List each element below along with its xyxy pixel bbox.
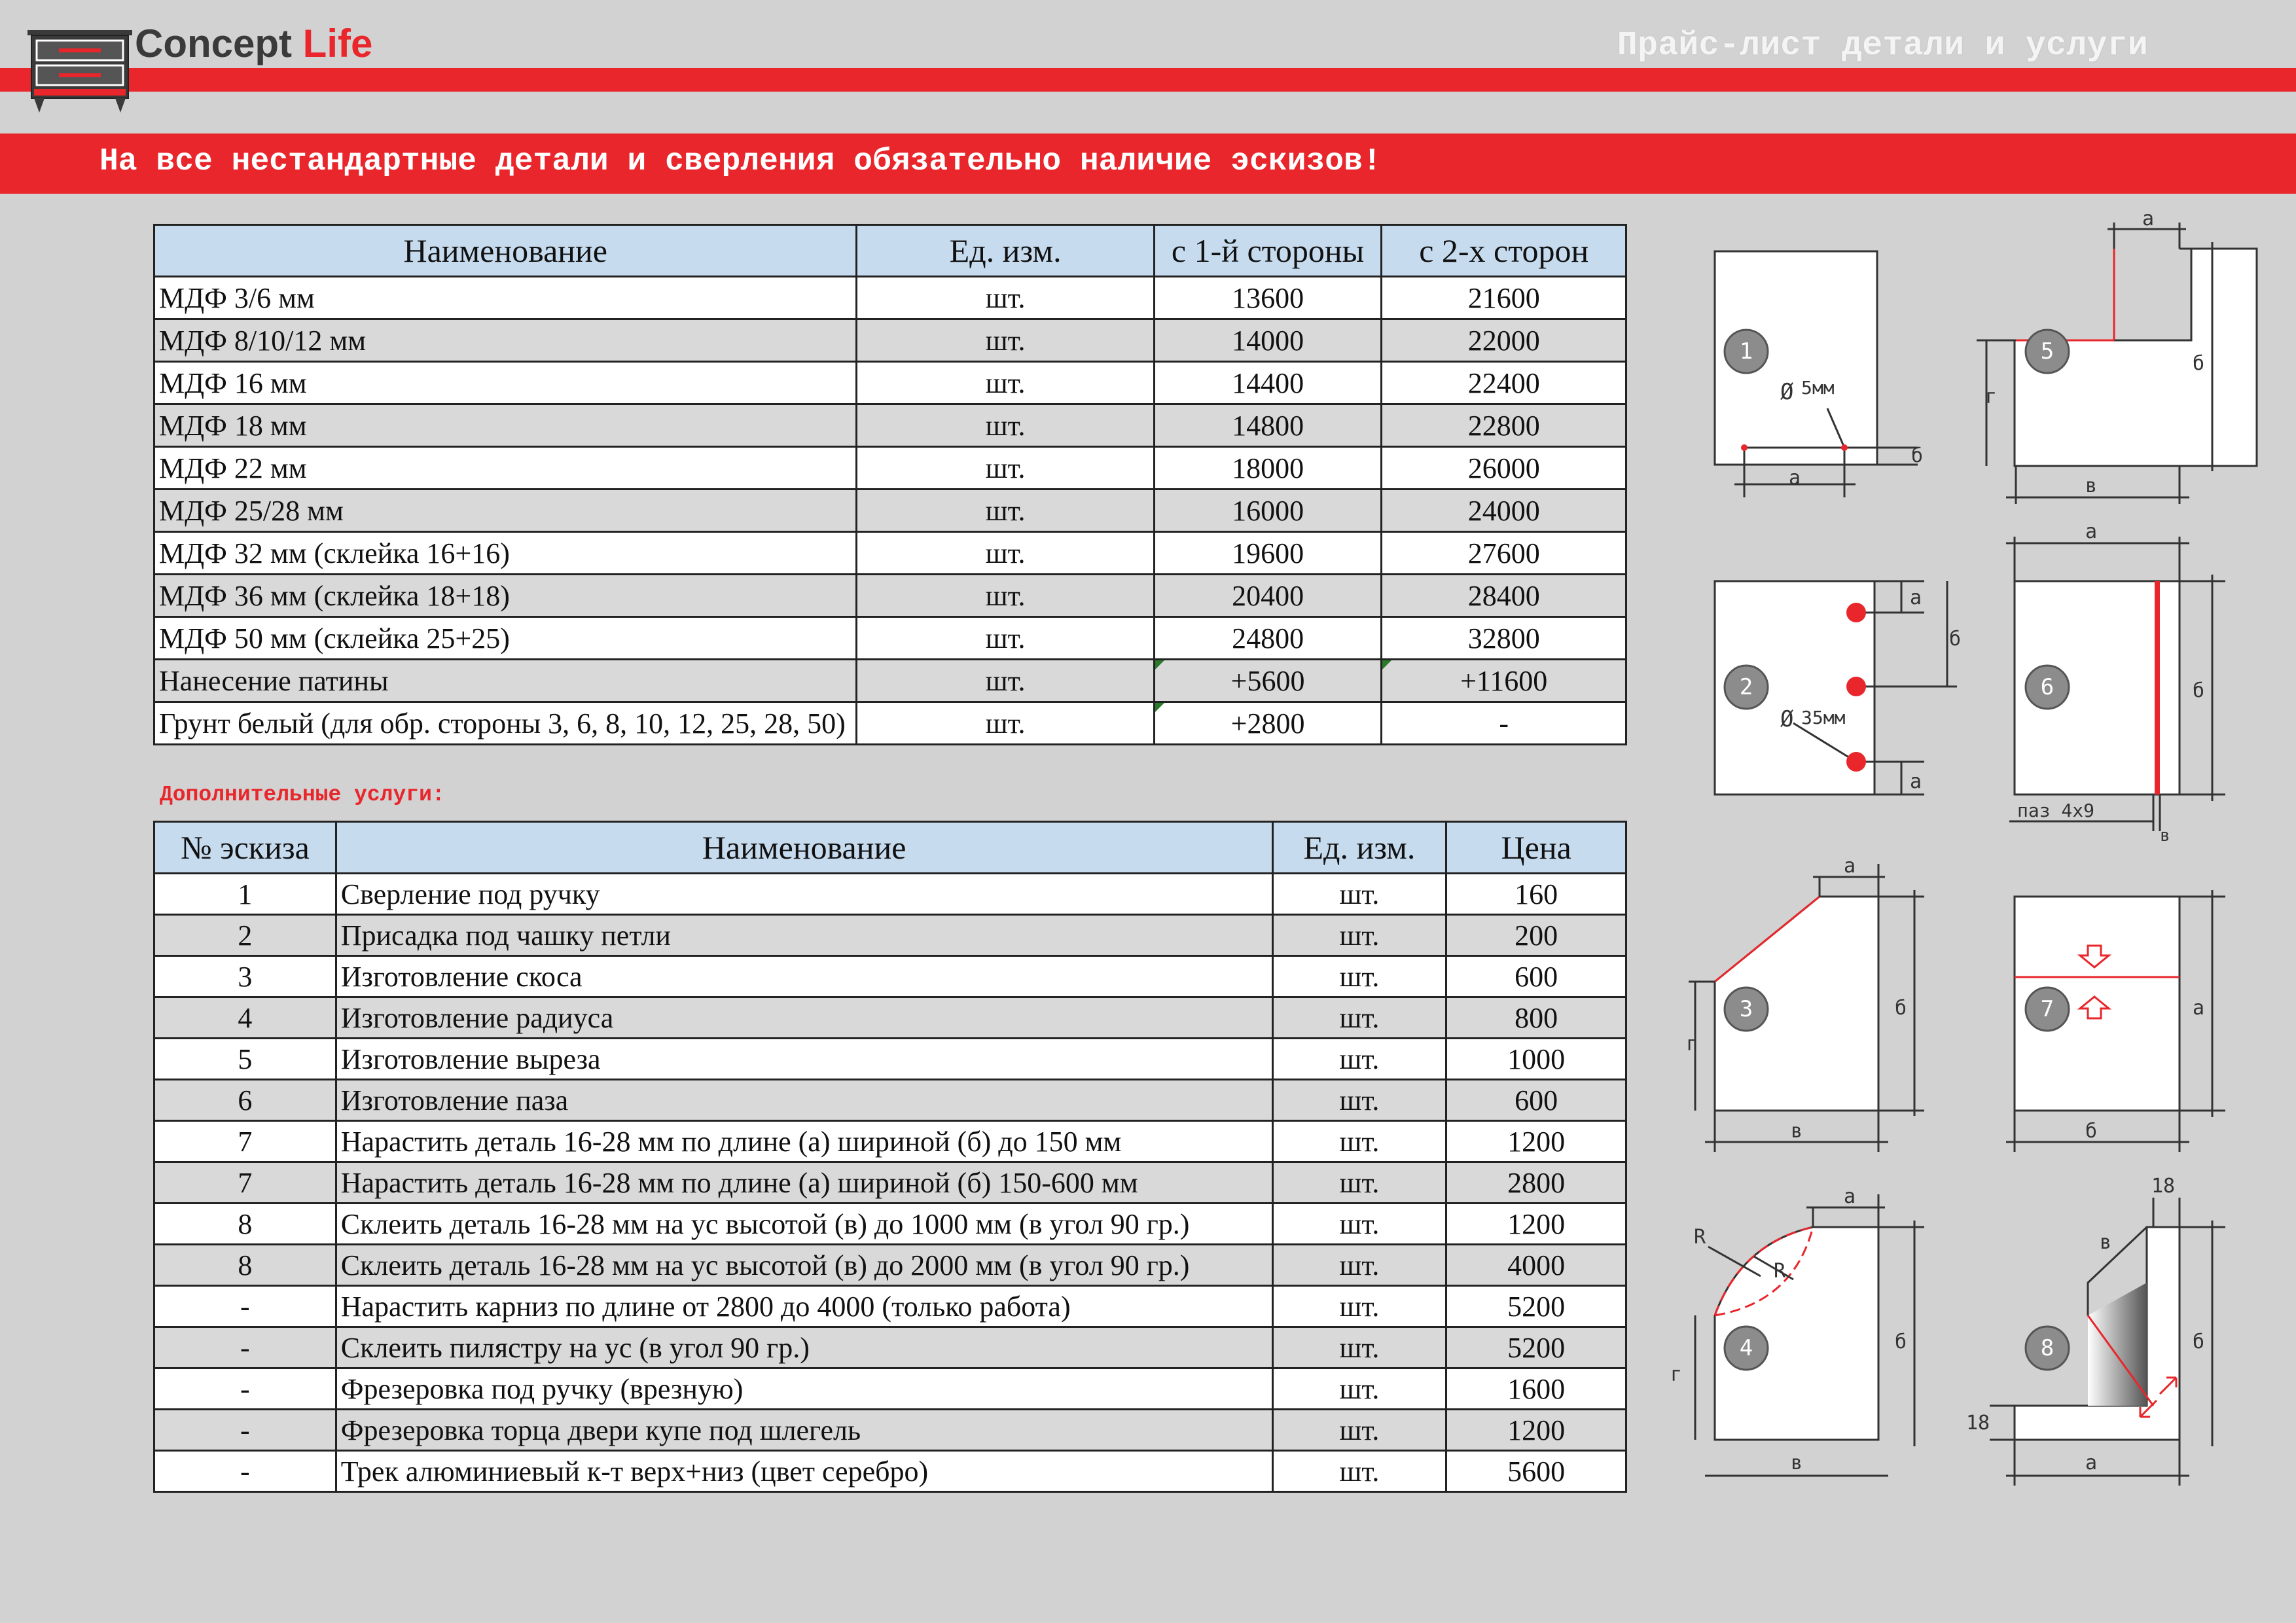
row-price: 600 — [1446, 956, 1626, 997]
row-name: МДФ 36 мм (склейка 18+18) — [154, 575, 857, 617]
row-unit: шт. — [857, 404, 1154, 447]
row-price: 5200 — [1446, 1286, 1626, 1327]
row-price: 160 — [1446, 874, 1626, 915]
sketch-4-radius — [1695, 1194, 1924, 1476]
row-one-side: 18000 — [1154, 447, 1382, 490]
row-sketch-no: - — [154, 1451, 336, 1492]
row-name: МДФ 16 мм — [154, 362, 857, 404]
dim-g: г — [1985, 385, 1998, 408]
dim-a: а — [1843, 1185, 1856, 1208]
row-two-sides: 32800 — [1382, 617, 1626, 660]
row-sketch-no: - — [154, 1368, 336, 1410]
row-unit: шт. — [857, 660, 1154, 702]
header-unit: Ед. изм. — [857, 225, 1154, 277]
dim-a: а — [2142, 207, 2155, 230]
row-unit: шт. — [857, 702, 1154, 745]
row-unit: шт. — [1272, 1080, 1446, 1121]
row-unit: шт. — [857, 490, 1154, 532]
dim-r: R — [1774, 1260, 1786, 1283]
dim-v: в — [2085, 474, 2098, 497]
row-name: Грунт белый (для обр. стороны 3, 6, 8, 10, 12, 25, 28, 50) — [154, 702, 857, 745]
row-sketch-no: - — [154, 1410, 336, 1451]
row-one-side: +2800 — [1154, 702, 1382, 745]
row-unit: шт. — [1272, 1410, 1446, 1451]
row-two-sides: 21600 — [1382, 277, 1626, 319]
row-two-sides: - — [1382, 702, 1626, 745]
header-name: Наименование — [154, 225, 857, 277]
row-unit: шт. — [1272, 874, 1446, 915]
row-price: 5200 — [1446, 1327, 1626, 1368]
size-18-left: 18 — [1966, 1412, 1990, 1435]
diameter-symbol: Ø — [1780, 706, 1794, 732]
page-title: Прайс-лист детали и услуги — [1617, 26, 2148, 65]
row-unit: шт. — [1272, 997, 1446, 1039]
sketch-6-number: 6 — [2040, 674, 2054, 700]
dim-v: в — [1790, 1452, 1803, 1474]
row-price: 600 — [1446, 1080, 1626, 1121]
row-two-sides: 22000 — [1382, 319, 1626, 362]
row-price: 1200 — [1446, 1204, 1626, 1245]
row-one-side: 20400 — [1154, 575, 1382, 617]
row-unit: шт. — [1272, 915, 1446, 956]
row-name: Присадка под чашку петли — [336, 915, 1272, 956]
row-sketch-no: - — [154, 1286, 336, 1327]
dim-a: а — [2085, 1452, 2098, 1474]
row-sketch-no: 7 — [154, 1162, 336, 1204]
header-sketch-no: № эскиза — [154, 822, 336, 874]
row-one-side: 14000 — [1154, 319, 1382, 362]
header-price: Цена — [1446, 822, 1626, 874]
row-unit: шт. — [1272, 1204, 1446, 1245]
row-unit: шт. — [857, 362, 1154, 404]
row-price: 200 — [1446, 915, 1626, 956]
dim-a: а — [2193, 997, 2205, 1020]
dim-r: R — [1694, 1226, 1706, 1249]
row-sketch-no: 2 — [154, 915, 336, 956]
row-name: Изготовление выреза — [336, 1039, 1272, 1080]
row-unit: шт. — [857, 532, 1154, 575]
dim-b: б — [1895, 997, 1907, 1020]
size-18-top: 18 — [2151, 1175, 2176, 1198]
dim-a: а — [1788, 467, 1801, 490]
row-two-sides: 24000 — [1382, 490, 1626, 532]
row-unit: шт. — [1272, 1327, 1446, 1368]
row-two-sides: 22400 — [1382, 362, 1626, 404]
row-name: Изготовление скоса — [336, 956, 1272, 997]
sketch-1-number: 1 — [1739, 338, 1753, 365]
row-sketch-no: 8 — [154, 1245, 336, 1286]
header-name: Наименование — [336, 822, 1272, 874]
row-price: 1200 — [1446, 1121, 1626, 1162]
row-one-side: 13600 — [1154, 277, 1382, 319]
row-unit: шт. — [1272, 1039, 1446, 1080]
row-name: МДФ 18 мм — [154, 404, 857, 447]
row-name: МДФ 3/6 мм — [154, 277, 857, 319]
row-name: МДФ 8/10/12 мм — [154, 319, 857, 362]
row-two-sides: 26000 — [1382, 447, 1626, 490]
row-name: Склеить деталь 16-28 мм на ус высотой (в) до 2000 мм (в угол 90 гр.) — [336, 1245, 1272, 1286]
row-sketch-no: 8 — [154, 1204, 336, 1245]
row-unit: шт. — [1272, 956, 1446, 997]
row-two-sides: +11600 — [1382, 660, 1626, 702]
row-name: Изготовление радиуса — [336, 997, 1272, 1039]
row-name: МДФ 32 мм (склейка 16+16) — [154, 532, 857, 575]
row-price: 1200 — [1446, 1410, 1626, 1451]
row-name: Нарастить карниз по длине от 2800 до 4000 (только работа) — [336, 1286, 1272, 1327]
row-name: Фрезеровка торца двери купе под шлегель — [336, 1410, 1272, 1451]
row-name: МДФ 50 мм (склейка 25+25) — [154, 617, 857, 660]
row-one-side: 16000 — [1154, 490, 1382, 532]
dim-g: г — [1670, 1363, 1683, 1386]
sketch-3-bevel — [1689, 864, 1924, 1152]
sketch-5-number: 5 — [2040, 338, 2054, 365]
sketch-8-number: 8 — [2040, 1335, 2054, 1361]
dim-a: а — [1910, 586, 1922, 609]
header-one-side: с 1-й стороны — [1154, 225, 1382, 277]
row-name: Склеить пилястру на ус (в угол 90 гр.) — [336, 1327, 1272, 1368]
notice-text: На все нестандартные детали и сверления обязательно наличие эскизов! — [99, 144, 1382, 179]
dim-v: в — [1790, 1120, 1803, 1143]
row-unit: шт. — [857, 617, 1154, 660]
dim-b: б — [2193, 1330, 2205, 1353]
brand-accent: Life — [302, 22, 373, 65]
row-unit: шт. — [1272, 1368, 1446, 1410]
row-price: 5600 — [1446, 1451, 1626, 1492]
row-name: Фрезеровка под ручку (врезную) — [336, 1368, 1272, 1410]
row-unit: шт. — [1272, 1451, 1446, 1492]
dim-b: б — [1895, 1330, 1907, 1353]
dim-b: б — [2085, 1120, 2098, 1143]
row-two-sides: 27600 — [1382, 532, 1626, 575]
row-one-side: 14800 — [1154, 404, 1382, 447]
row-name: МДФ 25/28 мм — [154, 490, 857, 532]
row-sketch-no: 6 — [154, 1080, 336, 1121]
dim-v: в — [2160, 826, 2170, 846]
row-name: Склеить деталь 16-28 мм на ус высотой (в) до 1000 мм (в угол 90 гр.) — [336, 1204, 1272, 1245]
row-sketch-no: 7 — [154, 1121, 336, 1162]
row-name: Нарастить деталь 16-28 мм по длине (а) шириной (б) 150-600 мм — [336, 1162, 1272, 1204]
dim-b: б — [2193, 352, 2205, 375]
hole-35-label: 35мм — [1801, 707, 1846, 728]
row-one-side: 24800 — [1154, 617, 1382, 660]
row-sketch-no: 5 — [154, 1039, 336, 1080]
row-sketch-no: 3 — [154, 956, 336, 997]
dim-v: в — [2100, 1231, 2112, 1254]
row-unit: шт. — [857, 277, 1154, 319]
row-price: 800 — [1446, 997, 1626, 1039]
header-unit: Ед. изм. — [1272, 822, 1446, 874]
row-unit: шт. — [857, 575, 1154, 617]
row-sketch-no: - — [154, 1327, 336, 1368]
row-two-sides: 22800 — [1382, 404, 1626, 447]
hole-5-label: 5мм — [1801, 377, 1835, 399]
row-unit: шт. — [1272, 1162, 1446, 1204]
row-name: Трек алюминиевый к-т верх+низ (цвет серебро) — [336, 1451, 1272, 1492]
groove-label: паз 4х9 — [2017, 800, 2095, 821]
sketch-7-extend — [2006, 890, 2225, 1152]
row-unit: шт. — [1272, 1286, 1446, 1327]
dim-a: а — [1910, 770, 1922, 793]
sketch-2-number: 2 — [1739, 674, 1753, 700]
row-price: 1600 — [1446, 1368, 1626, 1410]
dim-a: а — [2085, 520, 2098, 543]
row-one-side: +5600 — [1154, 660, 1382, 702]
row-unit: шт. — [857, 447, 1154, 490]
sketch-5-cutout — [1977, 223, 2257, 504]
row-name: Сверление под ручку — [336, 874, 1272, 915]
row-price: 1000 — [1446, 1039, 1626, 1080]
sketch-7-number: 7 — [2040, 996, 2054, 1022]
sketch-4-number: 4 — [1739, 1335, 1753, 1361]
row-price: 2800 — [1446, 1162, 1626, 1204]
dim-g: г — [1686, 1033, 1698, 1056]
row-name: Нанесение патины — [154, 660, 857, 702]
row-name: Изготовление паза — [336, 1080, 1272, 1121]
row-name: МДФ 22 мм — [154, 447, 857, 490]
dim-b: б — [1911, 444, 1924, 467]
row-unit: шт. — [1272, 1121, 1446, 1162]
brand-main: Concept — [135, 22, 292, 65]
header-two-sides: с 2-х сторон — [1382, 225, 1626, 277]
sketch-1-handle-drilling — [1715, 251, 1918, 497]
diameter-symbol: Ø — [1780, 379, 1794, 405]
row-two-sides: 28400 — [1382, 575, 1626, 617]
dim-b: б — [2193, 679, 2205, 702]
row-unit: шт. — [857, 319, 1154, 362]
row-one-side: 14400 — [1154, 362, 1382, 404]
row-price: 4000 — [1446, 1245, 1626, 1286]
dim-b: б — [1949, 628, 1962, 651]
row-one-side: 19600 — [1154, 532, 1382, 575]
row-sketch-no: 4 — [154, 997, 336, 1039]
services-section-label: Дополнительные услуги: — [160, 783, 445, 807]
row-sketch-no: 1 — [154, 874, 336, 915]
row-name: Нарастить деталь 16-28 мм по длине (а) шириной (б) до 150 мм — [336, 1121, 1272, 1162]
row-unit: шт. — [1272, 1245, 1446, 1286]
dim-a: а — [1843, 855, 1856, 878]
sketch-3-number: 3 — [1739, 996, 1753, 1022]
